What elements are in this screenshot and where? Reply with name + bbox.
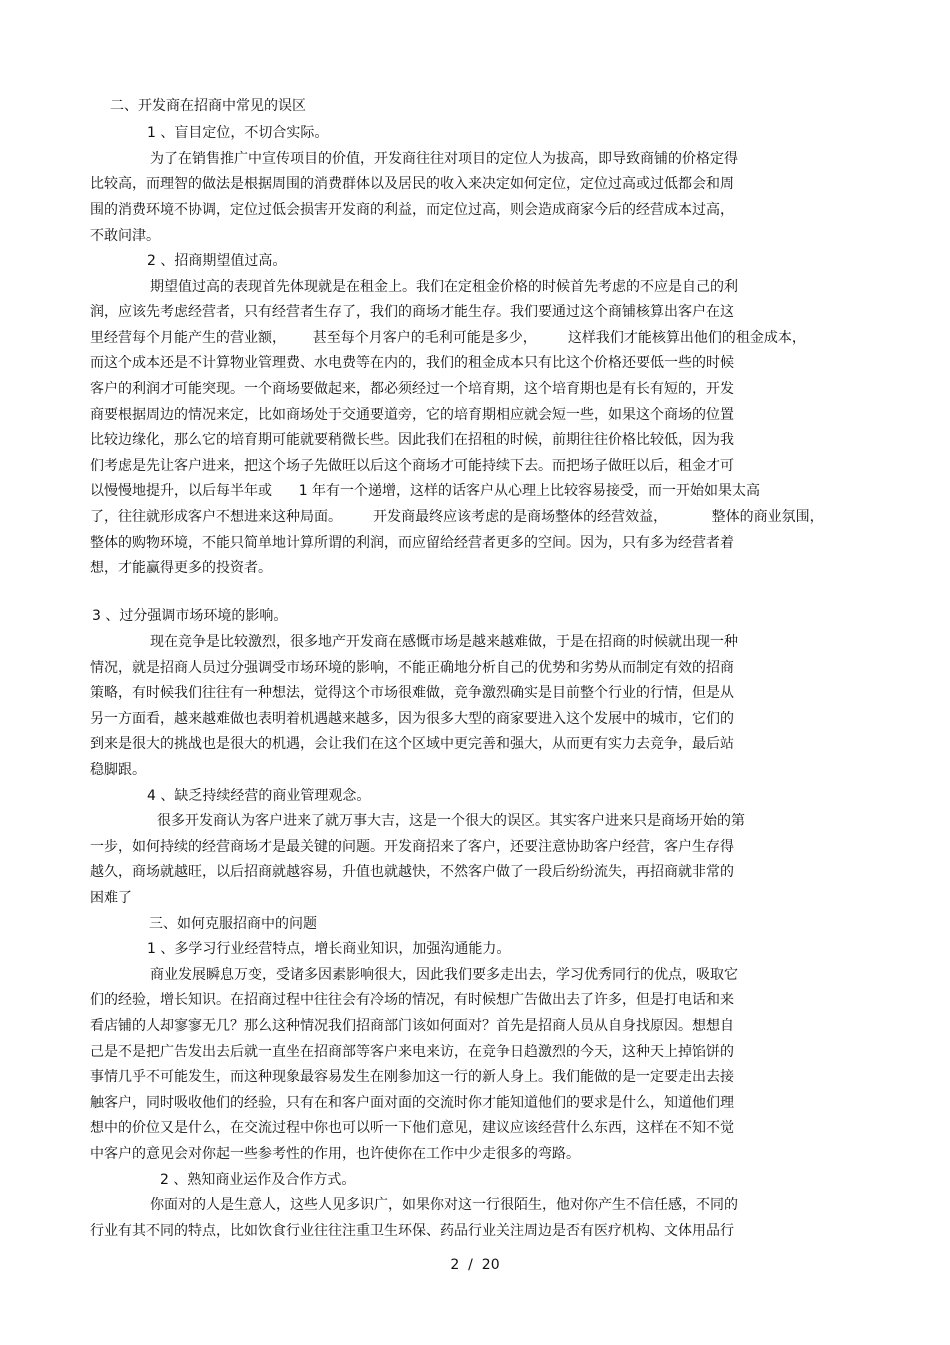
paragraph-line: 想，才能赢得更多的投资者。 (90, 560, 272, 576)
paragraph-line: 整体的购物环境，不能只简单地计算所谓的利润，而应留给经营者更多的空间。因为，只有多为经营者着 (90, 535, 734, 551)
paragraph-line: 们的经验，增长知识。在招商过程中往往会有冷场的情况，有时候想广告做出去了许多，但是打电话和来 (90, 992, 734, 1008)
subheading-6: 2 、熟知商业运作及合作方式。 (160, 1172, 356, 1188)
paragraph-line: 策略，有时候我们往往有一种想法，觉得这个市场很难做，竞争激烈确实是目前整个行业的行情，但是从 (90, 685, 734, 701)
subheading-3: 3 、过分强调市场环境的影响。 (92, 608, 288, 624)
paragraph-line: 事情几乎不可能发生，而这种现象最容易发生在刚参加这一行的新人身上。我们能做的是一定要走出去接 (90, 1069, 734, 1085)
paragraph-line: 另一方面看，越来越难做也表明着机遇越来越多，因为很多大型的商家要进入这个发展中的城市，它们的 (90, 711, 734, 727)
paragraph-line: 很多开发商认为客户进来了就万事大吉，这是一个很大的误区。其实客户进来只是商场开始的第 (157, 813, 745, 829)
paragraph-line: 困难了 (90, 890, 132, 906)
paragraph-line: 们考虑是先让客户进来，把这个场子先做旺以后这个商场才可能持续下去。而把场子做旺以后，租金才可 (90, 458, 734, 474)
paragraph-line: 商要根据周边的情况来定，比如商场处于交通要道旁，它的培育期相应就会短一些，如果这个商场的位置 (90, 407, 734, 423)
paragraph-line: 你面对的人是生意人，这些人见多识广，如果你对这一行很陌生，他对你产生不信任感，不同的 (150, 1197, 738, 1213)
paragraph-line: 为了在销售推广中宣传项目的价值，开发商往往对项目的定位人为拔高，即导致商铺的价格定得 (150, 151, 738, 167)
paragraph-line: 情况，就是招商人员过分强调受市场环境的影响，不能正确地分析自己的优势和劣势从而制定有效的招商 (90, 660, 734, 676)
paragraph-line: 商业发展瞬息万变，受诸多因素影响很大，因此我们要多走出去，学习优秀同行的优点，吸取它 (150, 967, 738, 983)
paragraph-line: 触客户，同时吸收他们的经验，只有在和客户面对面的交流时你才能知道他们的要求是什么，知道他们理 (90, 1095, 734, 1111)
paragraph-line: 比较边缘化，那么它的培育期可能就要稍微长些。因此我们在招租的时候，前期往往价格比较低，因为我 (90, 432, 734, 448)
paragraph-line: 越久，商场就越旺，以后招商就越容易，升值也就越快，不然客户做了一段后纷纷流失，再招商就非常的 (90, 864, 734, 880)
paragraph-line: 不敢问津。 (90, 228, 160, 244)
paragraph-line: 比较高，而理智的做法是根据周围的消费群体以及居民的收入来决定如何定位，定位过高或过低都会和周 (90, 176, 734, 192)
paragraph-line: 到来是很大的挑战也是很大的机遇，会让我们在这个区域中更完善和强大，从而更有实力去竞争，最后站 (90, 736, 734, 752)
subheading-1: 1 、盲目定位，不切合实际。 (147, 125, 329, 141)
subheading-5: 1 、多学习行业经营特点，增长商业知识，加强沟通能力。 (147, 941, 511, 957)
paragraph-line: 润，应该先考虑经营者，只有经营者生存了，我们的商场才能生存。我们要通过这个商铺核算出客户在这 (90, 304, 734, 320)
page-number: 2 / 20 (450, 1257, 500, 1273)
paragraph-line: 现在竞争是比较激烈，很多地产开发商在感慨市场是越来越难做，于是在招商的时候就出现一种 (150, 634, 738, 650)
paragraph-line: 围的消费环境不协调，定位过低会损害开发商的利益，而定位过高，则会造成商家今后的经营成本过高， (90, 202, 734, 218)
paragraph-line: 行业有其不同的特点，比如饮食行业往往注重卫生环保、药品行业关注周边是否有医疗机构、文体用品行 (90, 1223, 734, 1239)
paragraph-line: 看店铺的人却寥寥无几？那么这种情况我们招商部门该如何面对？首先是招商人员从自身找原因。想想自 (90, 1018, 734, 1034)
paragraph-line: 一步，如何持续的经营商场才是最关键的问题。开发商招来了客户，还要注意协助客户经营，客户生存得 (90, 839, 734, 855)
subheading-4: 4 、缺乏持续经营的商业管理观念。 (147, 788, 371, 804)
section-heading-3: 三、如何克服招商中的问题 (149, 916, 317, 932)
paragraph-line: 期望值过高的表现首先体现就是在租金上。我们在定租金价格的时候首先考虑的不应是自己的利 (150, 279, 738, 295)
subheading-2: 2 、招商期望值过高。 (147, 253, 287, 269)
paragraph-line: 而这个成本还是不计算物业管理费、水电费等在内的，我们的租金成本只有比这个价格还要低一些的时候 (90, 355, 734, 371)
paragraph-line: 己是不是把广告发出去后就一直坐在招商部等客户来电来访，在竞争日趋激烈的今天，这种天上掉馅饼的 (90, 1044, 734, 1060)
paragraph-line: 稳脚跟。 (90, 762, 146, 778)
paragraph-line: 了，往往就形成客户不想进来这种局面。 开发商最终应该考虑的是商场整体的经营效益， 整体的商业氛围， (90, 509, 824, 525)
paragraph-line: 以慢慢地提升，以后每半年或 1 年有一个递增，这样的话客户从心理上比较容易接受，而一开始如果太高 (90, 483, 761, 499)
paragraph-line: 中客户的意见会对你起一些参考性的作用，也许使你在工作中少走很多的弯路。 (90, 1146, 580, 1162)
paragraph-line: 想中的价位又是什么，在交流过程中你也可以听一下他们意见，建议应该经营什么东西，这样在不知不觉 (90, 1120, 734, 1136)
section-heading-2: 二、开发商在招商中常见的误区 (110, 98, 306, 114)
paragraph-line: 客户的利润才可能突现。一个商场要做起来，都必须经过一个培育期，这个培育期也是有长有短的，开发 (90, 381, 734, 397)
paragraph-line: 里经营每个月能产生的营业额， 甚至每个月客户的毛利可能是多少， 这样我们才能核算出他们的租金成本， (90, 330, 806, 346)
